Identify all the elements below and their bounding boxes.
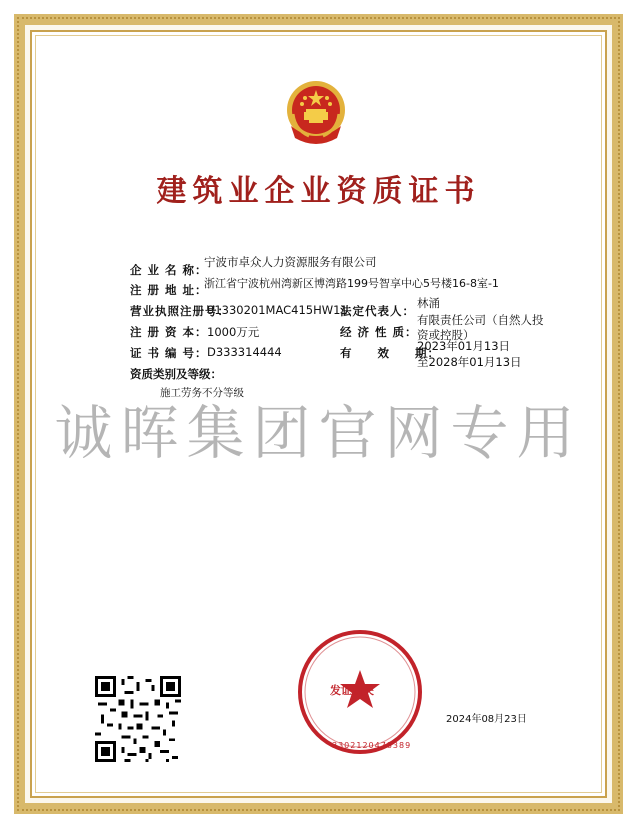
validity-label: 有 效 期： — [340, 346, 440, 360]
qr-code-icon — [95, 676, 181, 762]
company-name-value: 宁波市卓众人力资源服务有限公司 — [204, 255, 377, 269]
capital-value: 1000万元 — [207, 325, 260, 339]
cert-no-value: D333314444 — [207, 345, 282, 359]
legal-rep-label: 法定代表人： — [340, 304, 415, 318]
license-no-value: 91330201MAC415HW11 — [207, 303, 348, 317]
address-label: 注 册 地 址： — [130, 283, 208, 297]
company-name-label: 企 业 名 称： — [130, 263, 208, 277]
seal-number: 3302120478389 — [332, 741, 412, 750]
watermark-text: 诚晖集团官网专用 — [54, 399, 583, 467]
econ-nature-value: 有限责任公司（自然人投资或控股） — [417, 313, 544, 342]
address-value: 浙江省宁波杭州湾新区博湾路199号智享中心5号楼16-8室-1 — [204, 277, 499, 290]
certificate-title: 建筑业企业资质证书 — [156, 174, 481, 209]
capital-label: 注 册 资 本： — [130, 325, 208, 339]
license-no-label: 营业执照注册号： — [130, 304, 230, 318]
national-emblem-icon — [285, 80, 347, 146]
cert-no-label: 证 书 编 号： — [130, 346, 208, 360]
validity-to-value: 至2028年01月13日 — [417, 355, 522, 369]
econ-nature-label: 经 济 性 质： — [340, 325, 418, 339]
seal-label: 发证机关 — [330, 684, 374, 697]
legal-rep-value: 林涌 — [417, 296, 440, 310]
qualification-value: 施工劳务不分等级 — [160, 387, 244, 399]
issue-date: 2024年08月23日 — [446, 714, 527, 725]
validity-from-value: 2023年01月13日 — [417, 339, 511, 353]
qualification-label: 资质类别及等级： — [130, 367, 222, 381]
